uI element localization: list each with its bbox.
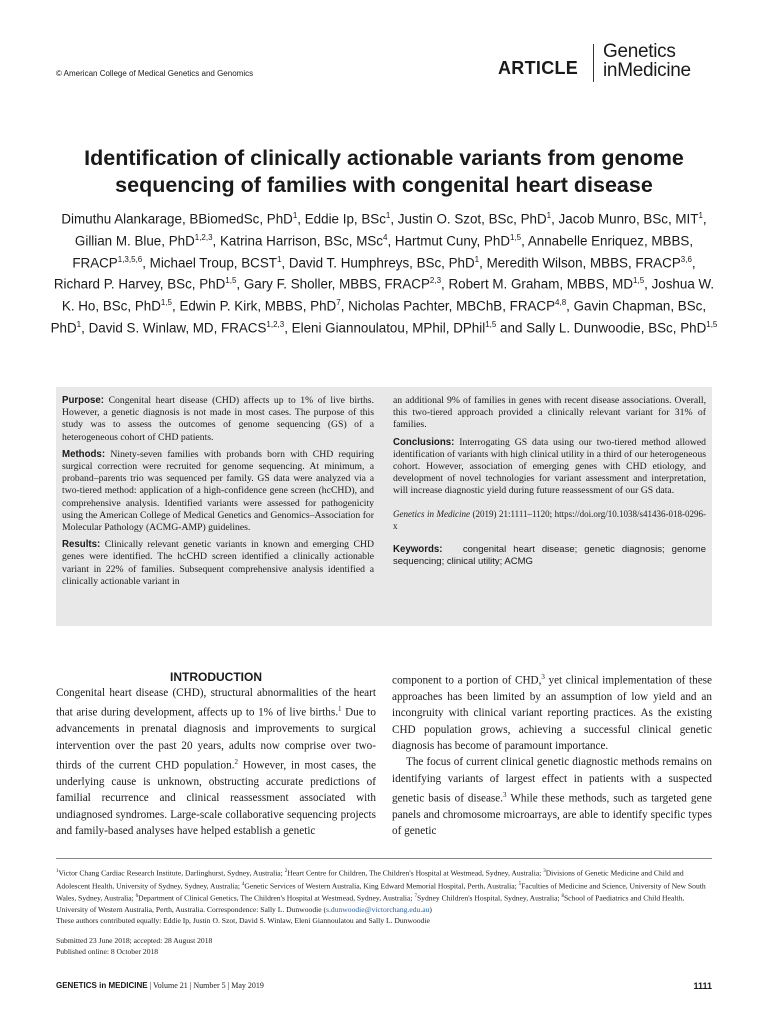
author-name: Richard P. Harvey, BSc, PhD (53, 276, 226, 292)
author-name: Gary F. Sholler, MBBS, FRACP (243, 276, 430, 292)
author-name: Nicholas Pachter, MBChB, FRACP (348, 298, 556, 314)
header-divider (593, 44, 594, 82)
author-affiliation-marker: 4 (382, 232, 388, 242)
author-name: Eddie Ip, BSc (304, 211, 386, 227)
author-affiliation-marker: 1 (474, 254, 480, 264)
article-title: Identification of clinically actionable variants from genome sequencing of families with congenital heart disease (84, 146, 684, 197)
author-affiliation-marker: 1 (276, 254, 282, 264)
abstract-results-continued: an additional 9% of families in genes with recent disease associations. Overall, this two-tiered approach provided a clinically relevant variant for 31% of families. (393, 395, 706, 431)
author-name: Annabelle Enriquez, MBBS, FRACP (72, 233, 694, 270)
affiliation-number: 4 (241, 881, 245, 887)
intro-paragraph-2: The focus of current clinical genetic diagnostic methods remains on identifying variants of largest effect in patients with a suspected genetic basis of disease.$^3$ While these methods, such as targeted gene panels and chromosome microarrays, are able to identify specific types of genetic (392, 756, 712, 838)
affiliation-text: Heart Centre for Children, The Children's Hospital at Westmead, Sydney, Australia; (287, 868, 544, 878)
author-name: Michael Troup, BCST (149, 255, 277, 270)
correspondence-text: Correspondence: Sally L. Dunwoodie ( (206, 904, 327, 914)
abstract-purpose: Purpose: Congenital heart disease (CHD) affects up to 1% of live births. However, a genetic diagnosis is not made in most cases. The purpose of this study was to assess the outcomes of genome sequencing (GS) of a heterogeneous cohort of CHD patients. (62, 395, 374, 443)
affiliation-text: School of Paediatrics and Child Health, University of Western Australia, Perth, Australia. (56, 893, 685, 914)
copyright-notice: © American College of Medical Genetics and Genomics (56, 69, 254, 78)
equal-contribution-note: These authors contributed equally: Eddie Ip, Justin O. Szot, David S. Winlaw, Eleni Giannoulatou and Sally L. Dunwoodie (56, 915, 430, 925)
author-affiliation-marker: 1,5 (706, 319, 718, 329)
affiliation-text: Divisions of Genetic Medicine and Child and Adolescent Health, University of Sydney, Sydney, Australia; (56, 868, 684, 891)
author-name: Justin O. Szot, BSc, PhD (397, 211, 547, 227)
affiliation-text: Victor Chang Cardiac Research Institute, Darlinghurst, Sydney, Australia; (58, 868, 285, 878)
author-affiliation-marker: 1 (76, 319, 82, 329)
author-affiliation-marker: 4,8 (555, 298, 567, 308)
submitted-date: Submitted 23 June 2018; accepted: 28 August 2018 (56, 935, 213, 945)
author-affiliation-marker: 1 (385, 211, 391, 220)
affiliation-number: 8 (561, 894, 564, 900)
journal-logo-line1: Genetics (603, 41, 676, 62)
body-right-column (392, 669, 712, 839)
author-name: David T. Humphreys, BSc, PhD (288, 255, 475, 270)
affiliation-number: 7 (414, 894, 417, 900)
author-affiliation-marker: 2,3 (429, 276, 442, 286)
author-affiliation-marker: 3,6 (680, 254, 692, 264)
author-affiliation-marker: 1,2,3 (194, 232, 213, 242)
author-name: Sally L. Dunwoodie, BSc, PhD (526, 320, 707, 336)
author-name: David S. Winlaw, MD, FRACS (88, 320, 267, 336)
abstract-box (56, 387, 712, 626)
intro-paragraph-1-continued: component to a portion of CHD,$^3$ yet clinical implementation of these approaches has been limited by an assumption of low yield and an incongruity with clinical variant reporting practices. As the existing CHD population grows, achieving a successful clinical genetic diagnosis has become of paramount importance. (392, 673, 712, 752)
journal-logo-line2: inMedicine (603, 60, 691, 81)
correspondence-end: ) (429, 904, 432, 914)
affiliation-text: Sydney Children's Hospital, Sydney, Australia; (416, 893, 562, 903)
author-affiliation-marker: 1,5 (160, 298, 172, 308)
published-date: Published online: 8 October 2018 (56, 946, 159, 956)
footnotes (56, 866, 712, 957)
footer-volume: Volume 21 (153, 981, 188, 990)
abstract-right-column (393, 395, 706, 573)
affiliation-number: 3 (543, 869, 546, 874)
citation-ref[interactable]: 1 (338, 705, 342, 714)
author-affiliation-marker: 1,5 (633, 276, 645, 286)
section-heading-introduction: INTRODUCTION (170, 670, 262, 684)
author-name: Katrina Harrison, BSc, MSc (220, 233, 383, 249)
journal-logo (603, 42, 691, 80)
affiliations (56, 866, 712, 915)
intro-paragraph-1: Congenital heart disease (CHD), structural abnormalities of the heart that arise during development, affects up to 1% of live births.$^1$ Due to advancements in prenatal diagnosis and improvements to surgical intervention over the past 20 years, adults now comprise over two-thirds of the current CHD population.$^2$ However, in most cases, the underlying cause is unknown, obstructing accurate predictions of familial recurrence and clinical reassessment associated with undiagnosed syndromes. Large-scale collaborative sequencing projects and family-based analyses have helped establish a genetic (56, 687, 376, 837)
author-name: Robert M. Graham, MBBS, MD (448, 276, 634, 292)
abstract-conclusions: Conclusions: Interrogating GS data using our two-tiered method allowed identification of variants with high clinical utility in a third of our heterogeneous cohort. However, association of emerging genes with CHD etiology, and development of novel technologies for variant assessment and interpretation, will increase diagnostic yield during future reassessment of our GS data. (393, 436, 706, 497)
author-name: Joshua W. K. Ho, BSc, PhD (61, 276, 715, 314)
affiliation-text: Department of Clinical Genetics, The Children's Hospital at Westmead, Sydney, Australia; (138, 893, 415, 903)
footer-journal-name: GENETICS in MEDICINE (56, 981, 148, 990)
abstract-results: Results: Clinically relevant genetic variants in known and emerging CHD genes were identified. The hcCHD screen identified a clinically actionable variant in 22% of families. Subsequent comprehensive analysis identified a clinically actionable variant in (62, 539, 375, 587)
author-affiliation-marker: 1,5 (510, 232, 522, 242)
author-affiliation-marker: 1 (698, 211, 703, 220)
article-type-label: ARTICLE (498, 58, 579, 78)
author-name: Gillian M. Blue, PhD (74, 233, 195, 249)
keywords: Keywords: congenital heart disease; genetic diagnosis; genome sequencing; clinical utility; ACMG (393, 544, 706, 568)
author-affiliation-marker: 1,3,5,6 (117, 254, 143, 264)
abstract-left-column (62, 395, 374, 593)
author-list: Dimuthu Alankarage, BBiomedSc, PhD$^1$, Eddie Ip, BSc$^1$, Justin O. Szot, BSc, PhD$^1$, Jacob Munro, BSc, MIT$^1$, Gillian M. Blue, PhD$^{1,2,3}$, Katrina Harrison, BSc, MSc$^4$, Hartmut Cuny, PhD$^{1,5}$, Annabelle Enriquez, MBBS, FRACP$^{1,3,5,6}$, Michael Troup, BCST$^1$, David T. Humphreys, BSc, PhD$^1$, Meredith Wilson, MBBS, FRACP$^{3,6}$, Richard P. Harvey, BSc, PhD$^{1,5}$, Gary F. Sholler, MBBS, FRACP$^{2,3}$, Robert M. Graham, MBBS, MD$^{1,5}$, Joshua W. K. Ho, BSc, PhD$^{1,5}$, Edwin P. Kirk, MBBS, PhD$^7$, Nicholas Pachter, MBChB, FRACP$^{4,8}$, Gavin Chapman, BSc, PhD$^1$, David S. Winlaw, MD, FRACS$^{1,2,3}$, Eleni Giannoulatou, MPhil, DPhil$^{1,5}$ and Sally L. Dunwoodie, BSc, PhD$^{1,5}$ (50, 211, 718, 336)
author-affiliation-marker: 1,5 (485, 319, 497, 329)
affiliation-number: 6 (135, 894, 139, 900)
footer-date: May 2019 (231, 981, 264, 990)
abstract-methods: Methods: Ninety-seven families with probands born with CHD requiring surgical correction were recruited for genome sequencing. At minimum, a proband–parents trio was sequenced per family. GS data were analyzed via a two-tiered method: application of a high-confidence gene screen (hcCHD), and comprehensive analysis. Identified variants were assessed for pathogenicity using the American College of Medical Genetics and Genomics–Association for Molecular Pathology (ACMG-AMP) guidelines. (62, 448, 375, 534)
affiliation-number: 5 (518, 881, 522, 887)
page-number: 1111 (693, 981, 712, 991)
page-footer: GENETICS in MEDICINE | Volume 21 | Number 5 | May 2019 1111 (56, 981, 712, 991)
author-affiliation-marker: 7 (336, 298, 341, 308)
footnote-rule (56, 858, 712, 859)
correspondence-email[interactable]: s.dunwoodie@victorchang.edu.au (326, 904, 430, 914)
author-name: Gavin Chapman, BSc, PhD (50, 298, 707, 336)
citation: Genetics in Medicine (2019) 21:1111–1120; https://doi.org/10.1038/s41436-018-0296-x (393, 508, 706, 531)
body-left-column (56, 669, 376, 839)
author-name: Hartmut Cuny, PhD (394, 233, 510, 249)
affiliation-text: Genetic Services of Western Australia, King Edward Memorial Hospital, Perth, Australia; (244, 881, 519, 891)
affiliation-number: 2 (284, 869, 288, 874)
citation-ref[interactable]: 2 (234, 757, 239, 766)
author-name: Dimuthu Alankarage, BBiomedSc, PhD (61, 211, 293, 227)
author-affiliation-marker: 1 (546, 211, 552, 220)
affiliation-number: 1 (56, 869, 59, 874)
author-name: Edwin P. Kirk, MBBS, PhD (179, 298, 337, 314)
affiliation-text: Faculties of Medicine and Science, University of New South Wales, Sydney, Australia; (56, 881, 706, 903)
author-name: Eleni Giannoulatou, MPhil, DPhil (291, 320, 486, 336)
author-affiliation-marker: 1,5 (225, 276, 237, 286)
author-name: Jacob Munro, BSc, MIT (558, 211, 699, 227)
author-affiliation-marker: 1,2,3 (266, 319, 285, 329)
citation-ref[interactable]: 3 (541, 673, 545, 681)
citation-ref[interactable]: 3 (503, 790, 507, 799)
author-name: Meredith Wilson, MBBS, FRACP (486, 255, 681, 270)
footer-number: Number 5 (193, 981, 226, 990)
author-affiliation-marker: 1 (292, 211, 298, 220)
